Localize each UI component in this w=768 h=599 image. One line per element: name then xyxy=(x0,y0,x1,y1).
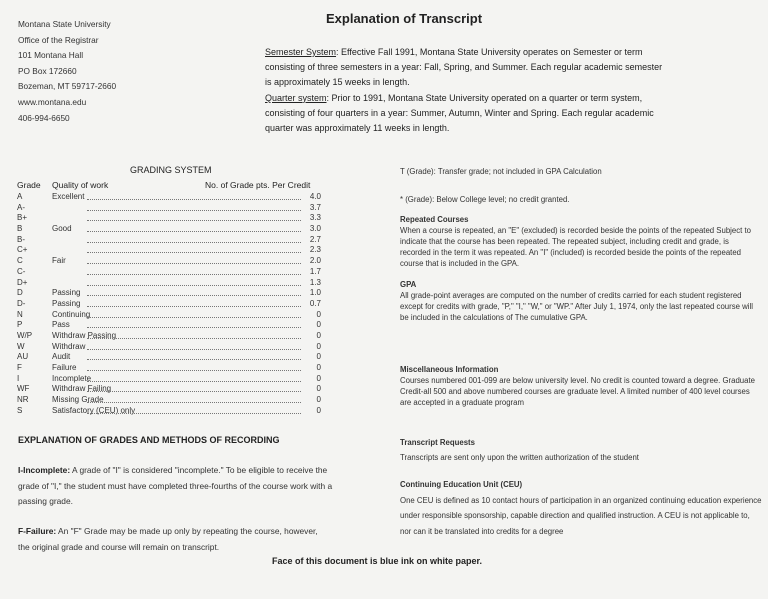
semester-text: : Effective Fall 1991, Montana State University operates on Semester or term consisting of three semesters in a year: Fall, Spring, and Summer. Each regular academic semester is approximately 15 weeks in length. xyxy=(265,47,663,88)
quarter-text: : Prior to 1991, Montana State University operated on a quarter or term system, consisting of four quarters in a year: Summer, Autumn, Winter and Spring. Each regular academic quarter was approximately 11 weeks in length. xyxy=(265,92,654,134)
grade-quality: Continuing xyxy=(52,309,91,319)
address-line: Bozeman, MT 59717-2660 xyxy=(18,81,117,92)
dot-leader xyxy=(87,231,301,232)
grade-points: 3.3 xyxy=(309,213,321,223)
transcript-requests-section xyxy=(400,435,760,465)
grade-points: 0 xyxy=(316,320,321,330)
transfer-grade-note: T (Grade): Transfer grade; not included in GPA Calculation xyxy=(400,167,602,176)
address-line: Montana State University xyxy=(18,19,111,29)
quarter-system xyxy=(265,91,665,137)
grade-points: 0 xyxy=(316,309,321,319)
grade-letter: F xyxy=(17,363,22,372)
address-line: Office of the Registrar xyxy=(18,34,99,45)
grade-letter: C xyxy=(17,256,23,266)
grading-table xyxy=(17,192,321,416)
grade-points: 0 xyxy=(316,363,321,372)
grade-row xyxy=(17,288,321,299)
grade-quality: Satisfactory (CEU) only xyxy=(52,405,136,415)
dot-leader xyxy=(87,327,301,328)
grade-letter: C- xyxy=(17,266,26,276)
failure-paragraph xyxy=(18,524,318,555)
grade-row xyxy=(17,203,321,214)
grade-points: 1.7 xyxy=(309,266,321,276)
grade-row xyxy=(17,331,321,342)
dot-leader xyxy=(87,252,301,253)
grade-row xyxy=(17,278,321,289)
address-line: www.montana.edu xyxy=(18,96,87,107)
failure-label: F-Failure: xyxy=(18,526,57,536)
semester-system xyxy=(265,45,665,91)
grade-letter: B+ xyxy=(17,213,28,223)
grade-row xyxy=(17,406,321,417)
grade-letter: AU xyxy=(17,352,29,362)
grade-points: 0 xyxy=(316,405,321,415)
dot-leader xyxy=(87,349,301,350)
grade-points: 2.0 xyxy=(309,256,321,266)
grade-row xyxy=(17,342,321,353)
grade-quality: Good xyxy=(52,224,72,234)
grade-letter: A xyxy=(17,192,23,201)
grade-row xyxy=(17,320,321,331)
gpa-text: All grade-point averages are computed on the number of credits carried for each student registered except for credits with grade, "P," "I," "W," or "WP." After July 1, 1974, only the last repeated course will be included in the calculations of The cumulative GPA. xyxy=(400,291,753,322)
grade-quality: Passing xyxy=(52,288,81,298)
grade-letter: NR xyxy=(17,395,29,405)
dot-leader xyxy=(87,274,301,275)
term-systems xyxy=(265,45,665,136)
grade-row xyxy=(17,374,321,385)
grade-quality: Fair xyxy=(52,256,66,266)
grade-letter: W xyxy=(17,341,25,351)
ceu-section xyxy=(400,477,762,539)
grade-row xyxy=(17,256,321,267)
col-grade-header: Grade xyxy=(17,180,41,190)
ceu-text: One CEU is defined as 10 contact hours of participation in an organized continuing education experience under responsible sponsorship, capable direction and qualified instruction. A CEU is not applicable to, nor can it be translated into credits for a degree xyxy=(400,495,762,536)
grade-row xyxy=(17,235,321,246)
grade-letter: W/P xyxy=(17,330,33,340)
grade-quality: Withdraw xyxy=(52,341,86,351)
grade-letter: B- xyxy=(17,234,25,244)
grade-quality: Passing xyxy=(52,298,81,308)
grade-points: 4.0 xyxy=(309,192,321,201)
grade-points: 1.0 xyxy=(309,288,321,298)
grade-letter: B xyxy=(17,224,23,234)
dot-leader xyxy=(87,370,301,371)
dot-leader xyxy=(87,317,301,318)
misc-info-title: Miscellaneous Information xyxy=(400,365,499,374)
grade-letter: N xyxy=(17,309,23,319)
explanation-title: EXPLANATION OF GRADES AND METHODS OF RECORDING xyxy=(18,435,280,445)
grade-points: 0.7 xyxy=(309,298,321,308)
grade-quality: Failure xyxy=(52,363,77,372)
dot-leader xyxy=(87,402,301,403)
dot-leader xyxy=(87,359,301,360)
grade-points: 0 xyxy=(316,384,321,394)
gpa-section xyxy=(400,279,760,323)
grade-row xyxy=(17,310,321,321)
quarter-label: Quarter system xyxy=(265,92,327,103)
grade-row xyxy=(17,299,321,310)
document-footer-note: Face of this document is blue ink on white paper. xyxy=(272,556,483,566)
col-points-header: No. of Grade pts. Per Credit xyxy=(205,180,311,190)
grade-row xyxy=(17,245,321,256)
dot-leader xyxy=(87,295,301,296)
incomplete-text: A grade of "I" is considered "incomplete." To be eligible to receive the grade of "I," the student must have completed three-fourths of the course work with a passing grade. xyxy=(18,465,333,506)
grade-letter: D+ xyxy=(17,277,28,287)
grade-points: 0 xyxy=(316,330,321,340)
misc-info-section xyxy=(400,364,760,408)
grade-letter: S xyxy=(17,405,23,415)
grade-points: 0 xyxy=(316,373,321,383)
grade-row xyxy=(17,384,321,395)
col-quality-header: Quality of work xyxy=(52,180,109,190)
grade-points: 2.7 xyxy=(309,234,321,244)
grade-quality: Withdraw Failing xyxy=(52,384,112,394)
grade-points: 2.3 xyxy=(309,245,321,255)
dot-leader xyxy=(87,381,301,382)
grade-row xyxy=(17,192,321,203)
failure-text: An "F" Grade may be made up only by repeating the course, however, the original grade and course will remain on transcript. xyxy=(18,526,318,552)
repeated-courses-title: Repeated Courses xyxy=(400,215,469,224)
ceu-title: Continuing Education Unit (CEU) xyxy=(400,480,523,489)
dot-leader xyxy=(87,199,301,200)
grade-points: 1.3 xyxy=(309,277,321,287)
page-title: Explanation of Transcript xyxy=(326,11,483,26)
grade-row xyxy=(17,267,321,278)
grade-points: 0 xyxy=(316,352,321,362)
grade-letter: D xyxy=(17,288,23,298)
dot-leader xyxy=(87,413,301,414)
gpa-title: GPA xyxy=(400,280,417,289)
incomplete-paragraph xyxy=(18,463,333,510)
grade-points: 0 xyxy=(316,395,321,405)
dot-leader xyxy=(87,285,301,286)
grade-letter: I xyxy=(17,373,20,383)
repeated-courses-text: When a course is repeated, an "E" (excluded) is recorded beside the points of the repeated Subject to indicate that the course has been repeated. The repeated subject, including credit and grade, is recorded in the term it was repeated. An "I" (included) is recorded beside the points of the repeated course that is included in the GPA. xyxy=(400,226,751,268)
grade-quality: Incomplete xyxy=(52,373,92,383)
dot-leader xyxy=(87,263,301,264)
grade-row xyxy=(17,395,321,406)
grade-quality: Withdraw Passing xyxy=(52,330,117,340)
grade-points: 3.7 xyxy=(309,202,321,212)
grade-points: 3.0 xyxy=(309,224,321,234)
misc-info-text: Courses numbered 001-099 are below university level. No credit is counted toward a degree. Graduate Credit-all 500 and above numbered courses are graduate level. A limited number of 400 level courses are accepted in a graduate program xyxy=(400,376,755,407)
grade-row xyxy=(17,213,321,224)
grade-quality: Missing Grade xyxy=(52,395,104,405)
grade-letter: D- xyxy=(17,298,26,308)
incomplete-label: I-Incomplete: xyxy=(18,465,71,475)
grade-letter: WF xyxy=(17,384,30,394)
dot-leader xyxy=(87,391,301,392)
grade-letter: P xyxy=(17,320,23,330)
dot-leader xyxy=(87,242,301,243)
dot-leader xyxy=(87,338,301,339)
grade-row xyxy=(17,352,321,363)
below-college-note: * (Grade): Below College level; no credit granted. xyxy=(400,195,570,204)
transcript-requests-title: Transcript Requests xyxy=(400,438,475,447)
grade-row xyxy=(17,224,321,235)
address-line: PO Box 172660 xyxy=(18,65,77,76)
grade-letter: A- xyxy=(17,202,25,212)
repeated-courses-section xyxy=(400,214,760,269)
grade-quality: Excellent xyxy=(52,192,85,201)
grade-letter: C+ xyxy=(17,245,28,255)
grade-quality: Audit xyxy=(52,352,71,362)
address-line: 406-994-6650 xyxy=(18,112,70,123)
registrar-address xyxy=(18,17,116,126)
dot-leader xyxy=(87,210,301,211)
address-line: 101 Montana Hall xyxy=(18,50,84,61)
grade-quality: Pass xyxy=(52,320,70,330)
transcript-requests-text: Transcripts are sent only upon the written authorization of the student xyxy=(400,453,639,462)
dot-leader xyxy=(87,220,301,221)
grade-points: 0 xyxy=(316,341,321,351)
dot-leader xyxy=(87,306,301,307)
semester-label: Semester System xyxy=(265,47,337,57)
grading-system-title: GRADING SYSTEM xyxy=(130,165,212,175)
grade-row xyxy=(17,363,321,374)
